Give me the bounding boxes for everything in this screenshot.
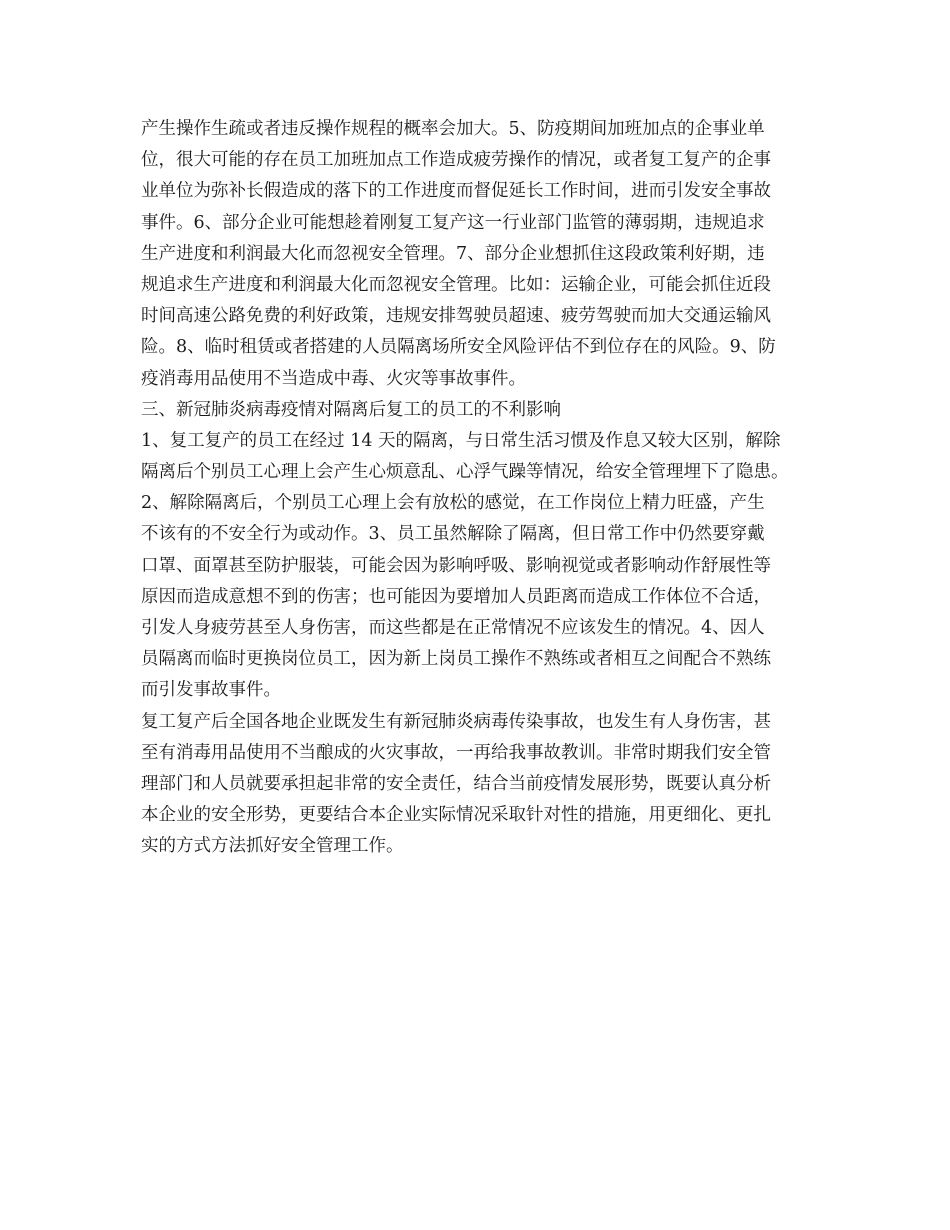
text-line: 原因而造成意想不到的伤害；也可能因为要增加人员距离而造成工作体位不合适，: [141, 586, 771, 607]
text-line: 复工复产后全国各地企业既发生有新冠肺炎病毒传染事故，也发生有人身伤害，甚: [141, 711, 771, 732]
text-line: 业单位为弥补长假造成的落下的工作进度而督促延长工作时间，进而引发安全事故: [141, 181, 771, 202]
text-line: 不该有的不安全行为或动作。3、员工虽然解除了隔离，但日常工作中仍然要穿戴: [141, 524, 765, 545]
section-heading: 三、新冠肺炎病毒疫情对隔离后复工的员工的不利影响: [141, 399, 561, 420]
text-line: 险。8、临时租赁或者搭建的人员隔离场所安全风险评估不到位存在的风险。9、防: [141, 337, 776, 358]
text-line: 本企业的安全形势，更要结合本企业实际情况采取针对性的措施，用更细化、更扎: [141, 805, 771, 826]
text-line: 实的方式方法抓好安全管理工作。: [141, 836, 404, 857]
text-line: 事件。6、部分企业可能想趁着刚复工复产这一行业部门监管的薄弱期，违规追求: [141, 212, 765, 233]
text-line: 2、解除隔离后，个别员工心理上会有放松的感觉，在工作岗位上精力旺盛，产生: [141, 493, 765, 514]
text-line: 至有消毒用品使用不当酿成的火灾事故，一再给我事故教训。非常时期我们安全管: [141, 742, 771, 763]
text-line: 产生操作生疏或者违反操作规程的概率会加大。5、防疫期间加班加点的企事业单: [141, 119, 765, 139]
text-line: 疫消毒用品使用不当造成中毒、火灾等事故事件。: [141, 368, 526, 389]
text-line: 引发人身疲劳甚至人身伤害，而这些都是在正常情况不应该发生的情况。4、因人: [141, 618, 765, 638]
text-line: 时间高速公路免费的利好政策，违规安排驾驶员超速、疲劳驾驶而加大交通运输风: [141, 306, 771, 327]
text-line: 员隔离而临时更换岗位员工，因为新上岗员工操作不熟练或者相互之间配合不熟练: [141, 649, 771, 670]
text-line: 隔离后个别员工心理上会产生心烦意乱、心浮气躁等情况，给安全管理埋下了隐患。: [141, 462, 789, 483]
text-line: 生产进度和利润最大化而忽视安全管理。7、部分企业想抓住这段政策利好期，违: [141, 243, 765, 264]
text-line: 而引发事故事件。: [141, 680, 281, 701]
text-line: 理部门和人员就要承担起非常的安全责任，结合当前疫情发展形势，既要认真分析: [141, 773, 771, 794]
text-line: 口罩、面罩甚至防护服装，可能会因为影响呼吸、影响视觉或者影响动作舒展性等: [141, 555, 771, 576]
text-line: 规追求生产进度和利润最大化而忽视安全管理。比如：运输企业，可能会抓住近段: [141, 274, 771, 295]
text-line: 位，很大可能的存在员工加班加点工作造成疲劳操作的情况，或者复工复产的企事: [141, 150, 771, 171]
document-body: [141, 114, 821, 863]
text-line: 1、复工复产的员工在经过 14 天的隔离，与日常生活习惯及作息又较大区别，解除: [141, 430, 781, 451]
